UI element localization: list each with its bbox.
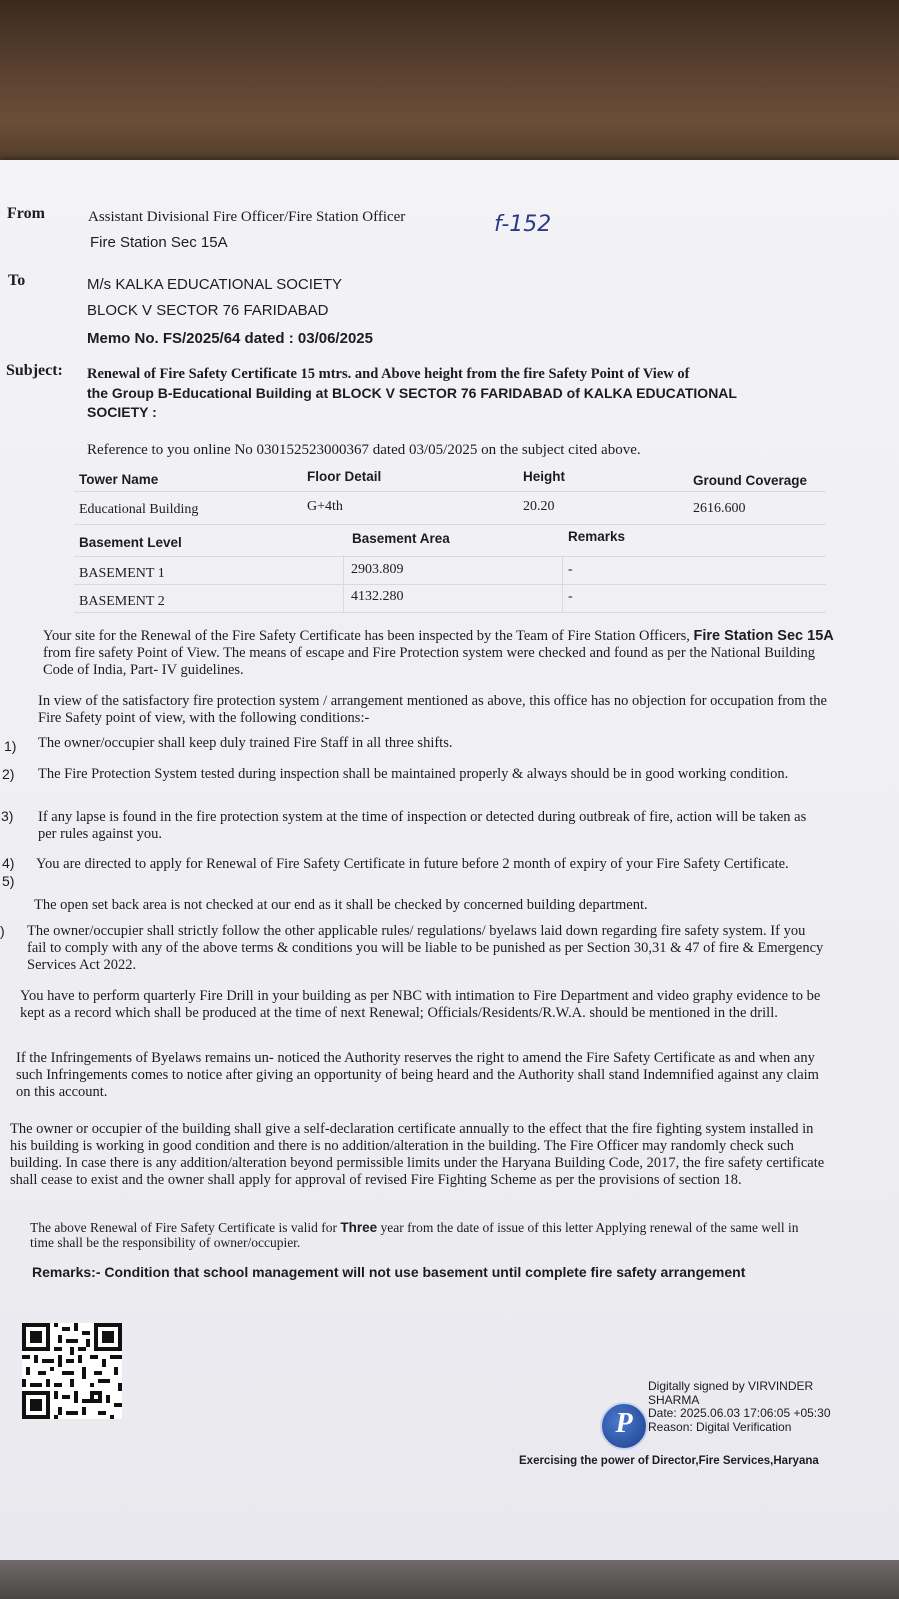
condition-number: 4) <box>2 855 15 871</box>
validity-text: The above Renewal of Fire Safety Certificate is valid for <box>30 1220 341 1235</box>
table-header-tower-name: Tower Name <box>79 472 159 487</box>
signature-signed-by: Digitally signed by VIRVINDER <box>648 1379 814 1393</box>
byelaws-paragraph: If the Infringements of Byelaws remains un- noticed the Authority reserves the right to amend the Fire Safety Certificate as and when any such Infringements comes to notice after giving an opportunity of being heard and the Authority shall stand Indemnified against any claim on this account. <box>16 1050 819 1100</box>
table-cell-basement-level: BASEMENT 1 <box>79 566 165 581</box>
table-cell-floor-detail: G+4th <box>307 499 343 514</box>
handwritten-note: f-152 <box>494 212 552 237</box>
condition-item: The Fire Protection System tested during inspection shall be maintained properly & always should be in good working condition. <box>38 766 789 782</box>
from-line-1: Assistant Divisional Fire Officer/Fire Station Officer <box>88 209 406 225</box>
table-divider <box>74 491 826 492</box>
inspection-paragraph <box>43 628 843 679</box>
table-cell-remarks: - <box>568 589 573 604</box>
signature-signer-surname: SHARMA <box>648 1393 700 1407</box>
noc-paragraph: In view of the satisfactory fire protection system / arrangement mentioned as above, this office has no objection for occupation from the Fire Safety point of view, with the following conditions:- <box>38 693 827 726</box>
condition-number: 3) <box>1 808 14 824</box>
condition-number: 5) <box>2 873 15 889</box>
subject-label: Subject: <box>6 362 63 379</box>
condition-item: The open set back area is not checked at our end as it shall be checked by concerned building department. <box>34 897 648 913</box>
fire-station-name: Fire Station Sec 15A <box>693 628 834 644</box>
background-top <box>0 0 899 175</box>
subject-line-2: the Group B-Educational Building at BLOCK V SECTOR 76 FARIDABAD of KALKA EDUCATIONAL <box>87 385 737 401</box>
background-bottom <box>0 1560 899 1599</box>
table-header-height: Height <box>523 469 565 484</box>
table-cell-basement-area: 2903.809 <box>351 562 404 577</box>
validity-paragraph <box>30 1220 820 1250</box>
condition-item: If any lapse is found in the fire protection system at the time of inspection or detected during outbreak of fire, action will be taken as per rules against you. <box>38 809 807 842</box>
table-header-ground-coverage: Ground Coverage <box>693 473 808 488</box>
validity-text-continued: year from the date of issue of this letter Applying renewal of the same well in time shall be the responsibility of owner/occupier. <box>30 1220 799 1250</box>
memo-number: Memo No. FS/2025/64 dated : 03/06/2025 <box>87 330 373 347</box>
self-declaration-paragraph: The owner or occupier of the building shall give a self-declaration certificate annually to the effect that the fire fighting system installed in his building is working in good condition and there is no addition/alteration in the building. The Fire Officer may randomly check such building. In case there is any addition/alteration beyond permissible limits under the Haryana Building Code, 2017, the fire safety certificate shall cease to exist and the owner shall apply for approval of revised Fire Fighting Scheme as per the provisions of section 18. <box>10 1121 825 1188</box>
table-divider <box>343 556 344 612</box>
condition-number: 1) <box>4 738 17 754</box>
inspection-text-continued: from fire safety Point of View. The means of escape and Fire Protection system were checked and found as per the National Building Code of India, Part- IV guidelines. <box>43 645 815 678</box>
to-label: To <box>8 272 26 289</box>
table-header-remarks: Remarks <box>568 529 626 544</box>
to-line-1: M/s KALKA EDUCATIONAL SOCIETY <box>87 276 343 293</box>
signature-date: Date: 2025.06.03 17:06:05 +05:30 <box>648 1406 831 1420</box>
remarks-line: Remarks:- Condition that school management will not use basement until complete fire safety arrangement <box>32 1264 746 1280</box>
table-divider <box>562 556 563 612</box>
table-header-floor-detail: Floor Detail <box>307 469 382 484</box>
table-header-basement-level: Basement Level <box>79 535 182 550</box>
validity-duration: Three <box>340 1220 378 1235</box>
condition-item: The owner/occupier shall strictly follow the other applicable rules/ regulations/ byelaws laid down regarding fire safety system. If you fail to comply with any of the above terms & conditions you will be liable to be punished as per Section 30,31 & 47 of fire & Emergency Services Act 2022. <box>27 923 824 973</box>
fire-drill-paragraph: You have to perform quarterly Fire Drill in your building as per NBC with intimation to Fire Department and video graphy evidence to be kept as a record which shall be produced at the time of next Renewal; Officials/Residents/R.W.A. should be mentioned in the drill. <box>20 988 821 1021</box>
subject-line-3: SOCIETY : <box>87 404 157 420</box>
table-divider <box>74 612 826 613</box>
qr-code <box>22 1323 122 1419</box>
table-cell-basement-area: 4132.280 <box>351 589 404 604</box>
table-cell-remarks: - <box>568 562 573 577</box>
condition-item: The owner/occupier shall keep duly trained Fire Staff in all three shifts. <box>38 735 453 751</box>
signature-authority: Exercising the power of Director,Fire Services,Haryana <box>519 1455 819 1467</box>
condition-item: You are directed to apply for Renewal of Fire Safety Certificate in future before 2 month of expiry of your Fire Safety Certificate. <box>36 856 789 872</box>
table-cell-tower-name: Educational Building <box>79 502 199 517</box>
subject-line-1: Renewal of Fire Safety Certificate 15 mtrs. and Above height from the fire Safety Point of View of <box>87 366 690 382</box>
reference-line: Reference to you online No 030152523000367 dated 03/05/2025 on the subject cited above. <box>87 442 641 458</box>
table-cell-height: 20.20 <box>523 499 555 514</box>
condition-number: 2) <box>2 766 15 782</box>
from-label: From <box>7 205 45 222</box>
to-line-2: BLOCK V SECTOR 76 FARIDABAD <box>87 302 329 319</box>
table-cell-ground-coverage: 2616.600 <box>693 501 746 516</box>
table-header-basement-area: Basement Area <box>352 531 450 546</box>
inspection-text: Your site for the Renewal of the Fire Safety Certificate has been inspected by the Team of Fire Station Officers, <box>43 628 694 644</box>
table-divider <box>74 524 826 525</box>
table-divider <box>74 556 826 557</box>
seal-letter: P <box>615 1408 633 1439</box>
from-line-2: Fire Station Sec 15A <box>90 234 228 251</box>
signature-reason: Reason: Digital Verification <box>648 1420 792 1434</box>
condition-number: ) <box>0 923 5 939</box>
table-cell-basement-level: BASEMENT 2 <box>79 594 165 609</box>
table-divider <box>74 584 826 585</box>
signature-seal-icon <box>600 1402 648 1450</box>
